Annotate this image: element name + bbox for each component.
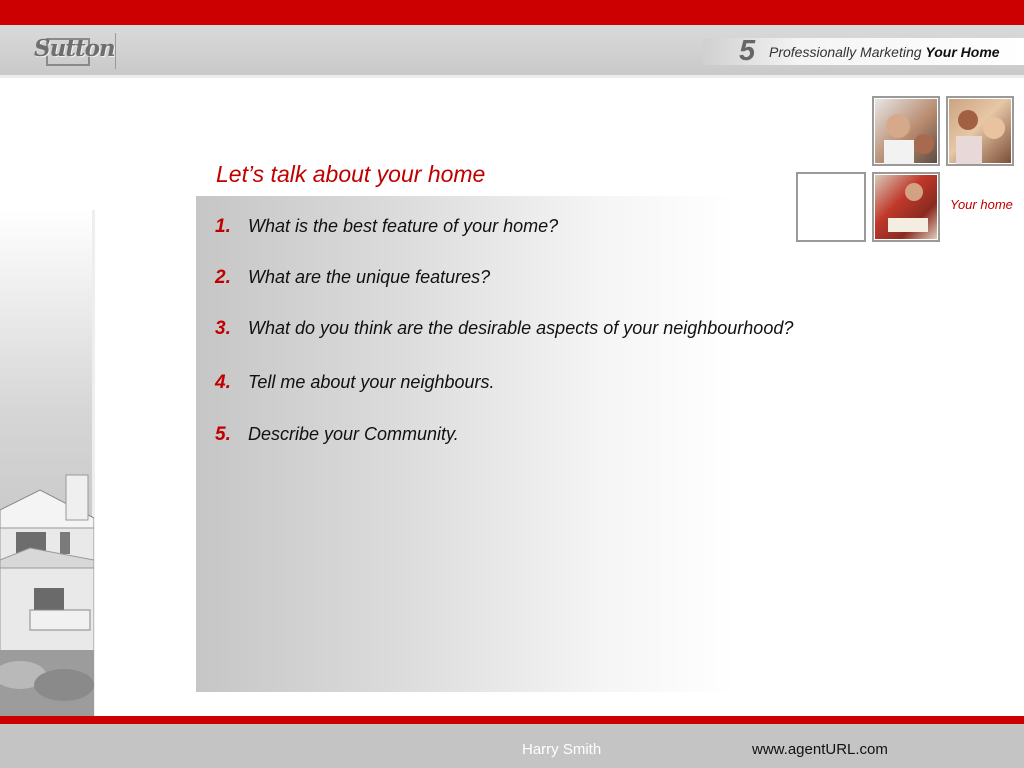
question-number: 5.	[215, 424, 231, 445]
question-1	[215, 216, 558, 238]
house-illustration	[0, 470, 94, 716]
question-text: Describe your Community.	[248, 424, 459, 444]
photos-caption: Your home	[950, 197, 1013, 212]
agent-url[interactable]: www.agentURL.com	[752, 741, 888, 758]
tagline-banner	[703, 35, 1024, 67]
question-number: 2.	[215, 267, 231, 288]
photo-family	[946, 96, 1014, 166]
tagline-text	[769, 44, 1000, 60]
tagline-number: 5	[739, 35, 756, 67]
question-text: Tell me about your neighbours.	[248, 372, 495, 392]
question-5	[215, 424, 459, 446]
header-bar	[0, 25, 1024, 78]
photo-frame-empty	[796, 172, 866, 242]
logo-divider	[115, 33, 116, 69]
question-2	[215, 267, 490, 289]
tagline-bold: Your Home	[925, 44, 1000, 60]
question-number: 3.	[215, 318, 231, 339]
top-red-bar	[0, 0, 1024, 25]
family-photo-icon	[948, 98, 1012, 164]
question-number: 1.	[215, 216, 231, 237]
tagline-prefix: Professionally Marketing	[769, 44, 922, 60]
question-4	[215, 372, 495, 394]
agent-name: Harry Smith	[522, 741, 602, 758]
photo-reading	[872, 172, 940, 242]
photo-couple	[872, 96, 940, 166]
couple-photo-icon	[874, 98, 938, 164]
question-number: 4.	[215, 372, 231, 393]
slide-title: Let’s talk about your home	[216, 161, 486, 187]
sutton-logo: Sutton	[34, 35, 115, 62]
question-text: What do you think are the desirable aspects of your neighbourhood?	[248, 318, 794, 338]
question-text: What is the best feature of your home?	[248, 216, 559, 236]
question-3	[215, 318, 793, 340]
reading-photo-icon	[874, 174, 938, 240]
bottom-red-bar	[0, 716, 1024, 724]
question-text: What are the unique features?	[248, 267, 491, 287]
footer-bar	[0, 724, 1024, 768]
